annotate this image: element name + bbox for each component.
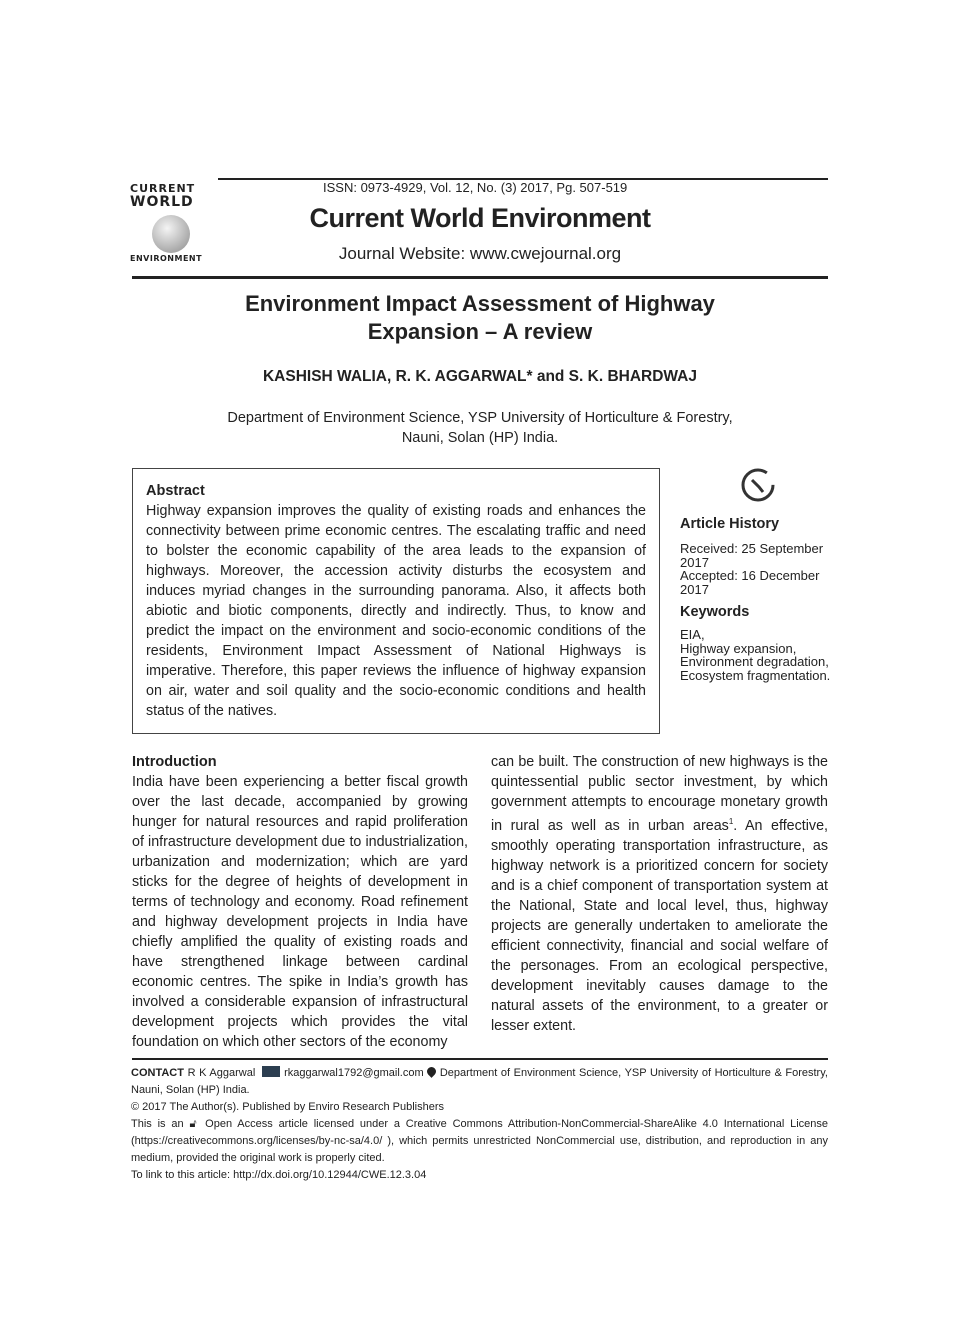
keyword: Highway expansion, [680,640,797,656]
affiliation [130,408,830,448]
logo-text: CURRENT [130,182,196,195]
authors: KASHISH WALIA, R. K. AGGARWAL* and S. K. BHARDWAJ [262,368,697,385]
intro-column-1 [132,752,468,1052]
footer [131,1065,828,1184]
license-body: Open Access article licensed under a Creative Commons Attribution-NonCommercial-ShareAlike 4.0 International License (https://creativecommons.org/licenses/by-nc-sa/4.0/ ), which permits unrestricted NonCommercial use, distribution, and reproduction in any medium, provided the original work is properly cited. [131,1118,829,1164]
article-history-heading: Article History [680,516,780,532]
affiliation-line: Department of Environment Science, YSP University of Horticulture & Forestry, [227,410,733,426]
logo-text: WORLD [130,194,194,210]
intro-paragraph: India have been experiencing a better fiscal growth over the last decade, accompanied by growing hunger for natural resources and rapid proliferation of infrastructure development due to industrialization, urbanization and modernization; which are yard sticks for the degree of heights of development in terms of technology and economy. Road refinement and highway development projects in India have chiefly amplified the quality of existing roads and have strengthened linkage between cardinal economic centres. The spike in India’s growth has involved a considerable expansion of infrastructural development projects which provides the vital foundation on which other sectors of the economy [132,774,468,1050]
issn: ISSN: 0973-4929, Vol. 12, No. (3) 2017, Pg. 507-519 [323,180,628,195]
article-title [130,290,830,346]
globe-icon [152,215,190,253]
journal-logo [130,183,218,265]
affiliation-line: Nauni, Solan (HP) India. [401,430,559,446]
article-sidebar [680,514,832,682]
intro-text: can be built. The construction of new highways is the quintessential public sector investment, by which government attempts to encourage monetary growth in rural as well as in urban areas [491,754,828,834]
logo-text: ENVIRONMENT [130,254,203,263]
keyword: Environment degradation, [680,654,829,669]
intro-text: . An effective, smoothly operating transportation infrastructure, as highway network is a prioritized concern for society and is a chief component of transportation system at the National, State and local level, thus, highway projects are generally undertaken to ameliorate the efficient connectivity, financial and social welfare of the personages. From an ecological perspective, development inevitably causes damage to the natural assets of the environment, to a greater or lesser extent. [491,817,828,1034]
journal-title: Current World Environment [309,203,651,233]
keyword: Ecosystem fragmentation. [680,667,831,683]
abstract-heading: Abstract [146,483,205,499]
keywords-heading: Keywords [680,604,750,620]
open-access-icon: 🔓︎ [189,1118,200,1130]
footer-rule [132,1058,828,1060]
abstract-text: Highway expansion improves the quality of existing roads and enhances the connectivity between prime economic centres. The escalating traffic and need to bolster the economic capability of the area leads to the expansion of highways. Moreover, the accession activity disturbs the ecosystem and induces myriad changes in the surrounding panorama. Also, it affects both abiotic and biotic components, directly and indirectly. Thus, to know and predict the impact on the environment and socio-economic conditions of the residents, Environment Impact Assessment of National Highways is imperative. Therefore, this paper reviews the influence of highway expansion on air, water and soil quality and the socio-economic conditions and health status of the natives. [146,503,646,719]
title-line: Expansion – A review [367,319,593,344]
header-rule-bottom [132,276,828,279]
email-icon [262,1066,280,1077]
copyright: © 2017 The Author(s). Published by Enviro Research Publishers [131,1101,445,1113]
accepted-date: Accepted: 16 December 2017 [680,568,820,597]
intro-column-2 [491,752,828,1036]
abstract-box [132,468,660,734]
license-text [131,1116,828,1167]
doi-link[interactable]: To link to this article: http://dx.doi.org/10.12944/CWE.12.3.04 [131,1169,427,1181]
keyword: EIA, [680,627,705,642]
contact-name: R K Aggarwal [187,1067,256,1079]
journal-website[interactable]: Journal Website: www.cwejournal.org [338,244,622,263]
title-line: Environment Impact Assessment of Highway [245,291,715,316]
contact-email[interactable]: rkaggarwal1792@gmail.com [284,1067,424,1079]
check-updates-icon[interactable] [740,467,776,508]
location-pin-icon [425,1065,438,1078]
intro-heading: Introduction [132,754,217,770]
received-date: Received: 25 September 2017 [680,541,824,570]
license-prefix: This is an [131,1118,184,1130]
contact-address: Department of Environment Science, YSP University of Horticulture & Forestry, Nauni, Solan (HP) India. [131,1067,828,1096]
citation-ref[interactable]: 1 [728,817,734,826]
contact-label: CONTACT [131,1067,184,1079]
contact-line [131,1065,828,1099]
